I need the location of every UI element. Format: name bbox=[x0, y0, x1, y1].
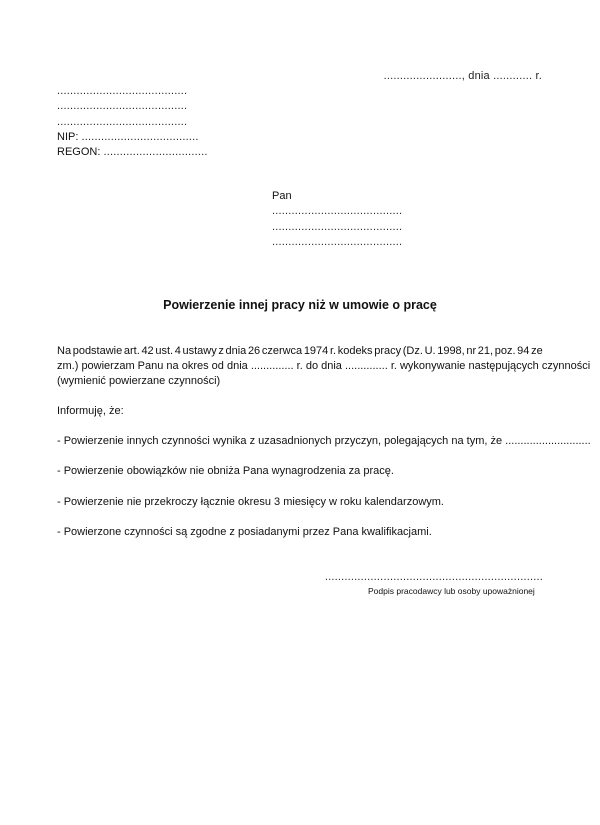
document-title: Powierzenie innej pracy niż w umowie o pracę bbox=[163, 298, 437, 312]
paragraph-line-2: zm.) powierzam Panu na okres od dnia .............. r. do dnia .............. r. wykonywanie następujących czynności bbox=[57, 360, 591, 373]
paragraph-word: 1974 bbox=[303, 345, 329, 357]
paragraph-word: nr bbox=[466, 345, 477, 357]
recipient-line-2[interactable]: ........................................ bbox=[272, 220, 403, 233]
paragraph-word: z bbox=[218, 345, 224, 357]
paragraph-word: ust. bbox=[155, 345, 174, 357]
year-suffix: r. bbox=[535, 70, 542, 82]
regon-field[interactable]: ................................ bbox=[103, 146, 208, 159]
date-field[interactable]: ............ bbox=[493, 70, 533, 82]
paragraph-word: ze bbox=[531, 345, 543, 357]
recipient-salutation: Pan bbox=[272, 190, 292, 202]
bullet-item-salary: - Powierzenie obowiązków nie obniża Pana wynagrodzenia za pracę. bbox=[57, 465, 394, 477]
place-date-line bbox=[384, 69, 542, 84]
nip-field[interactable]: .................................... bbox=[81, 130, 199, 143]
paragraph-word: 1998, bbox=[437, 345, 465, 357]
inform-heading: Informuję, że: bbox=[57, 405, 124, 417]
recipient-line-1[interactable]: ........................................ bbox=[272, 205, 403, 218]
paragraph-word: czerwca bbox=[261, 345, 303, 357]
bullet-item-qualifications: - Powierzone czynności są zgodne z posiadanymi przez Pana kwalifikacjami. bbox=[57, 526, 432, 538]
paragraph-word: U. bbox=[424, 345, 436, 357]
recipient-block bbox=[272, 189, 402, 250]
regon-label: REGON: bbox=[57, 146, 101, 159]
sender-line-1[interactable]: ........................................ bbox=[57, 85, 188, 97]
paragraph-word: 21, bbox=[477, 345, 494, 357]
paragraph-word: Na bbox=[57, 345, 72, 357]
paragraph-word: ustawy bbox=[182, 345, 217, 357]
paragraph-word: 42 bbox=[141, 345, 154, 357]
paragraph-word: 26 bbox=[247, 345, 261, 357]
nip-row bbox=[57, 130, 208, 145]
paragraph-word: 4 bbox=[174, 345, 181, 357]
paragraph-word: kodeks bbox=[337, 345, 373, 357]
paragraph-word: (Dz. bbox=[402, 345, 423, 357]
signature-caption: Podpis pracodawcy lub osoby upoważnionej bbox=[368, 586, 535, 596]
bullet-item-duration: - Powierzenie nie przekroczy łącznie okresu 3 miesięcy w roku kalendarzowym. bbox=[57, 496, 444, 508]
bullet-item-reason: - Powierzenie innych czynności wynika z uzasadnionych przyczyn, polegających na tym, że ............................ bbox=[57, 435, 591, 447]
sender-line-2[interactable]: ........................................ bbox=[57, 100, 188, 113]
paragraph-word: pracy bbox=[374, 345, 402, 357]
signature-line[interactable]: ................................................................... bbox=[324, 571, 543, 583]
sender-block bbox=[57, 84, 208, 160]
paragraph-word: poz. bbox=[494, 345, 516, 357]
paragraph-word: dnia bbox=[225, 345, 247, 357]
paragraph-word: 94 bbox=[517, 345, 530, 357]
sender-line-3[interactable]: ........................................ bbox=[57, 115, 188, 128]
main-paragraph bbox=[57, 344, 591, 390]
paragraph-word: r. bbox=[329, 345, 337, 357]
paragraph-line-1 bbox=[57, 344, 543, 359]
paragraph-word: art. bbox=[123, 345, 140, 357]
nip-label: NIP: bbox=[57, 130, 79, 143]
recipient-line-3[interactable]: ........................................ bbox=[272, 235, 403, 248]
dnia-label: , dnia bbox=[461, 70, 490, 82]
paragraph-line-3: (wymienić powierzane czynności) bbox=[57, 375, 221, 388]
regon-row bbox=[57, 145, 208, 160]
paragraph-word: podstawie bbox=[72, 345, 123, 357]
place-field[interactable]: ........................ bbox=[383, 70, 462, 82]
